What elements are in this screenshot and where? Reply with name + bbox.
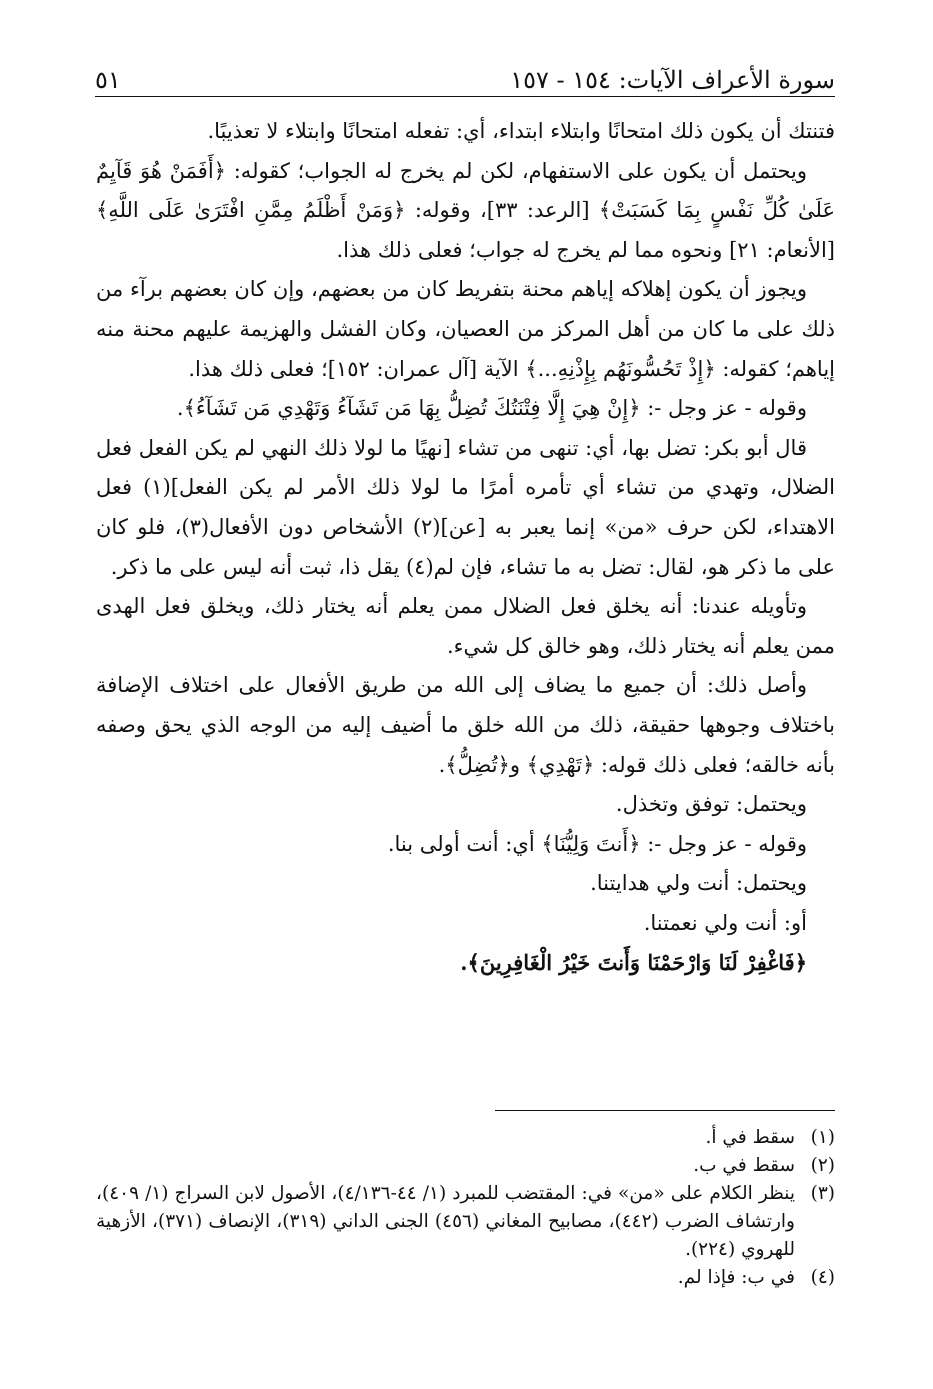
footnote: [96, 1264, 835, 1292]
footnote-text: في ب: فإذا لم.: [677, 1267, 795, 1288]
footnote: [96, 1152, 835, 1180]
footnote-text: سقط في ب.: [693, 1155, 795, 1176]
paragraph: وتأويله عندنا: أنه يخلق فعل الضلال ممن يعلم أنه يختار ذلك، ويخلق فعل الهدى ممن يعلم أنه يختار ذلك، وهو خالق كل شيء.: [96, 594, 835, 658]
footnote-number: (١): [810, 1127, 835, 1148]
quran-verse: ﴿فَاغْفِرْ لَنَا وَارْحَمْنَا وَأَنتَ خَيْرُ الْغَافِرِينَ﴾.: [460, 950, 807, 976]
running-title: سورة الأعراف الآيات: ١٥٤ - ١٥٧: [510, 66, 835, 94]
footnote-number: (٢): [810, 1155, 835, 1176]
page-number: ٥١: [95, 66, 121, 94]
footnote: [96, 1124, 835, 1152]
footnote-text: ينظر الكلام على «من» في: المقتضب للمبرد (١/ ٤٤-٤/١٣٦)، الأصول لابن السراج (١/ ٤٠٩)، وارتشاف الضرب (٤٤٢)، مصابيح المغاني (٤٥٦) الجنى الداني (٣١٩)، الإنصاف (٣٧١)، الأزهية للهروي (٢٢٤).: [96, 1183, 795, 1260]
paragraph: قال أبو بكر: تضل بها، أي: تنهى من تشاء [نهيًا ما لولا ذلك النهي لم يكن الفعل فعل الضلال، وتهدي من تشاء أي تأمره أمرًا ما لولا ذلك الأمر لم يكن الفعل](١) فعل الاهتداء، لكن حرف «من» إنما يعبر به [عن](٢) الأشخاص دون الأفعال(٣)، فلو كان على ما ذكر هو، لقال: تضل به ما تشاء، فإن لم(٤) يقل ذا، ثبت أنه ليس على ما ذكر.: [96, 435, 835, 579]
paragraph: ويحتمل: توفق وتخذل.: [615, 792, 807, 817]
paragraph: وقوله - عز وجل -: ﴿أَنتَ وَلِيُّنَا﴾ أي: أنت أولى بنا.: [387, 831, 807, 856]
footnotes: [96, 1124, 835, 1292]
paragraph: ويحتمل: أنت ولي هدايتنا.: [590, 871, 807, 896]
paragraph: أو: أنت ولي نعمتنا.: [643, 910, 807, 935]
header-rule: [95, 96, 835, 97]
footnote-text: سقط في أ.: [705, 1127, 795, 1148]
paragraph: ويحتمل أن يكون على الاستفهام، لكن لم يخرج له الجواب؛ كقوله: ﴿أَفَمَنْ هُوَ قَآيِمٌ عَلَىٰ كُلِّ نَفْسٍ بِمَا كَسَبَتْ﴾ [الرعد: ٣٣]، وقوله: ﴿وَمَنْ أَظْلَمُ مِمَّنِ افْتَرَىٰ عَلَى اللَّهِ﴾ [الأنعام: ٢١] ونحوه مما لم يخرج له جواب؛ فعلى ذلك هذا.: [96, 158, 835, 262]
paragraph: وأصل ذلك: أن جميع ما يضاف إلى الله من طريق الأفعال على اختلاف الإضافة باختلاف وجوهها حقيقة، ذلك من الله خلق ما أضيف إليه من الوجه الذي يحق وصفه بأنه خالقه؛ فعلى ذلك قوله: ﴿تَهْدِي﴾ و﴿تُضِلُّ﴾.: [96, 673, 835, 777]
paragraph: وقوله - عز وجل -: ﴿إِنْ هِيَ إِلَّا فِتْنَتُكَ تُضِلُّ بِهَا مَن تَشَآءُ وَتَهْدِي مَن تَشَآءُ﴾.: [176, 396, 807, 421]
footnote-number: (٤): [810, 1267, 835, 1288]
main-text: [96, 112, 835, 983]
page-header: [95, 52, 835, 94]
footnote-rule: [495, 1110, 835, 1111]
paragraph: فتنتك أن يكون ذلك امتحانًا وابتلاء ابتداء، أي: تفعله امتحانًا وابتلاء لا تعذيبًا.: [207, 119, 835, 143]
footnote-number: (٣): [810, 1183, 835, 1204]
paragraph: ويجوز أن يكون إهلاكه إياهم محنة بتفريط كان من بعضهم، وإن كان بعضهم برآء من ذلك على ما كان من أهل المركز من العصيان، وكان الفشل والهزيمة عليهم محنة منه إياهم؛ كقوله: ﴿إِذْ تَحُسُّونَهُم بِإِذْنِهِ...﴾ الآية [آل عمران: ١٥٢]؛ فعلى ذلك هذا.: [96, 277, 835, 381]
footnote: [96, 1180, 835, 1264]
